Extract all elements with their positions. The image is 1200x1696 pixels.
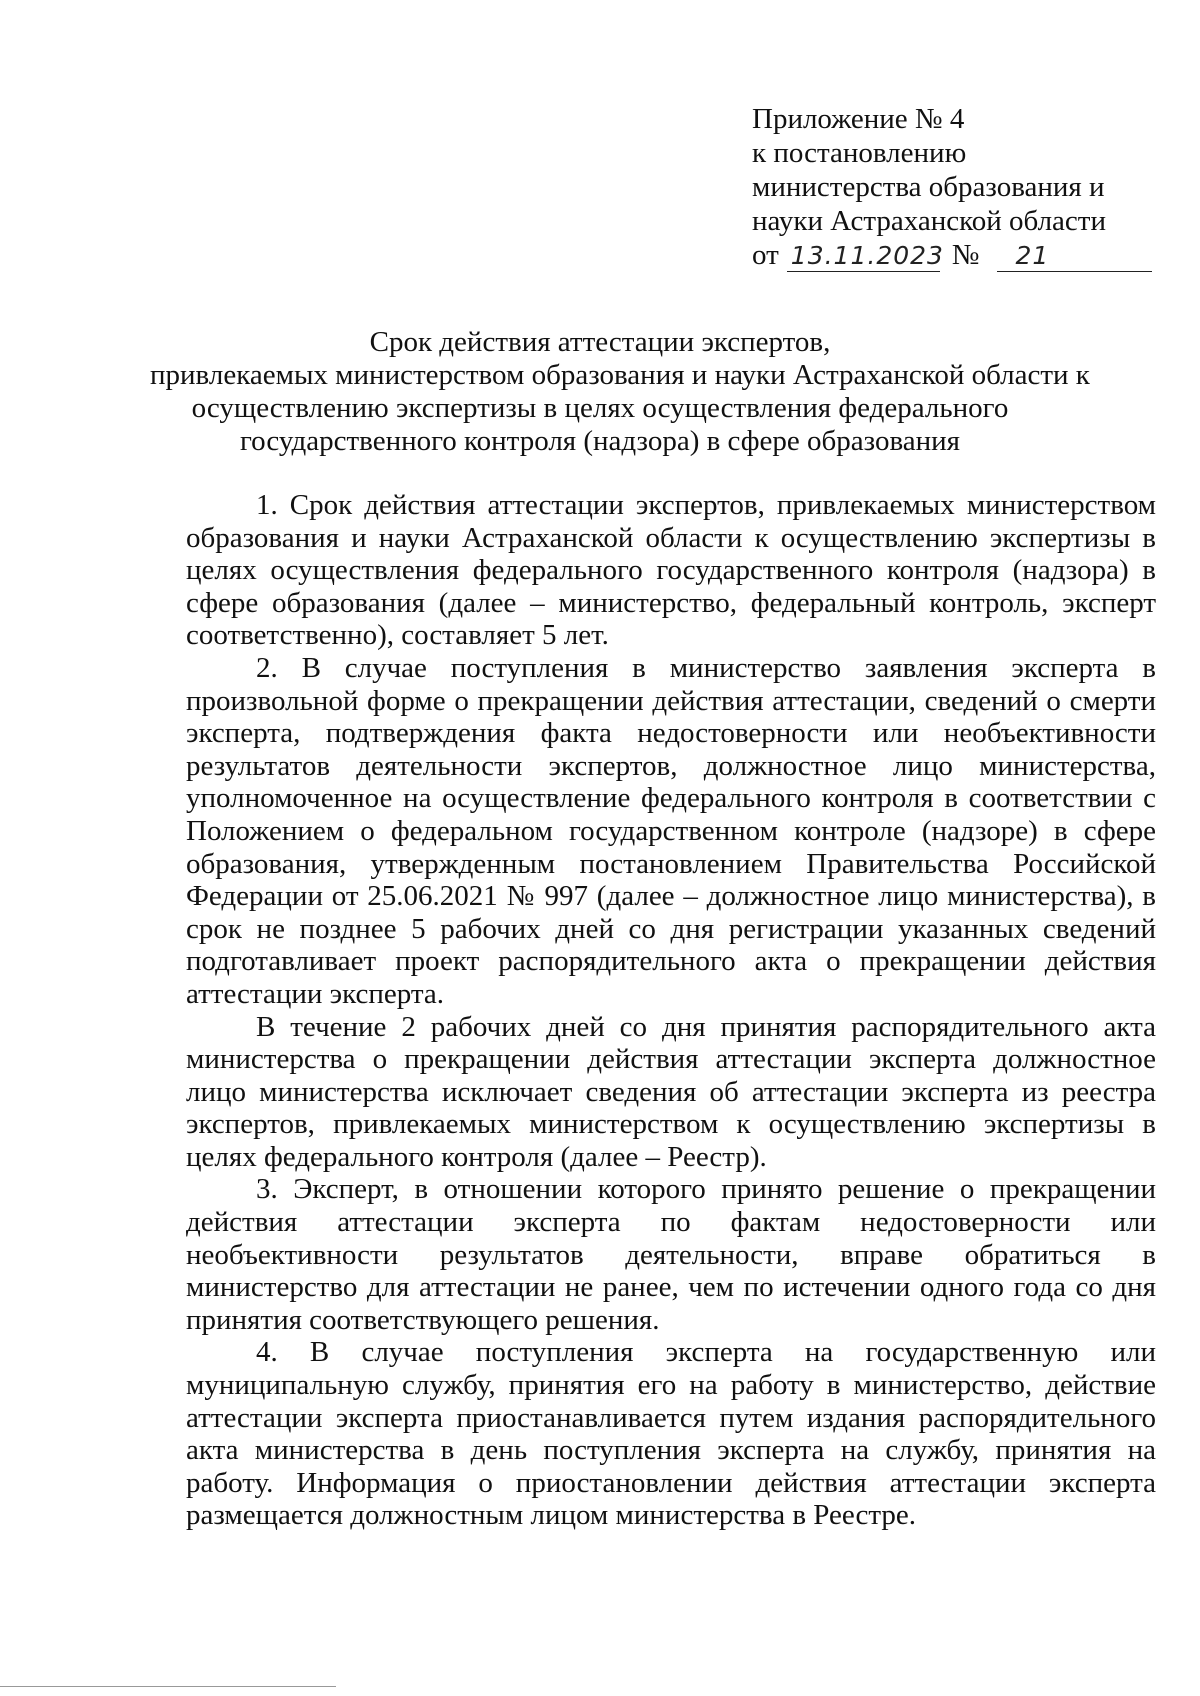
appendix-line-2: к постановлению <box>752 137 967 169</box>
title-line-4: государственного контроля (надзора) в сфере образования <box>239 425 961 457</box>
number-sign: № <box>951 239 980 271</box>
appendix-date-line <box>752 238 1152 272</box>
date-prefix: от <box>752 239 779 271</box>
handwritten-number: 21 <box>997 241 1152 272</box>
paragraph-5: 4. В случае поступления эксперта на государственную или муниципальную службу, принятия его на работу в министерство, действие аттестации эксперта приостанавливается путем издания распорядительного акта министерства в день поступления эксперта на службу, принятия на работу. Информация о приостановлении действия аттестации эксперта размещается должностным лицом министерства в Реестре. <box>186 1336 1156 1532</box>
document-title <box>150 326 1090 458</box>
handwritten-date: 13.11.2023 <box>787 241 940 272</box>
appendix-line-3: министерства образования и <box>752 171 1105 203</box>
appendix-header <box>752 102 1152 272</box>
title-line-1: Срок действия аттестации экспертов, <box>369 326 831 358</box>
appendix-line-4: науки Астраханской области <box>752 205 1106 237</box>
paragraph-3: В течение 2 рабочих дней со дня принятия распорядительного акта министерства о прекращении действия аттестации эксперта должностное лицо министерства исключает сведения об аттестации эксперта из реестра экспертов, привлекаемых министерством к осуществлению экспертизы в целях федерального контроля (далее – Реестр). <box>186 1010 1156 1173</box>
document-body <box>186 489 1156 1532</box>
title-line-2: привлекаемых министерством образования и науки Астраханской области к <box>150 359 1090 391</box>
appendix-line-1: Приложение № 4 <box>752 103 965 135</box>
title-line-3: осуществлению экспертизы в целях осуществления федерального <box>191 392 1009 424</box>
paragraph-1: 1. Срок действия аттестации экспертов, привлекаемых министерством образования и науки Астраханской области к осуществлению экспертизы в целях осуществления федерального государственного контроля (надзора) в сфере образования (далее – министерство, федеральный контроль, эксперт соответственно), составляет 5 лет. <box>186 489 1156 652</box>
paragraph-4: 3. Эксперт, в отношении которого принято решение о прекращении действия аттестации эксперта по фактам недостоверности или необъективности результатов деятельности, вправе обратиться в министерство для аттестации не ранее, чем по истечении одного года со дня принятия соответствующего решения. <box>186 1173 1156 1336</box>
footer-rule <box>0 1686 336 1687</box>
paragraph-2: 2. В случае поступления в министерство заявления эксперта в произвольной форме о прекращении действия аттестации, сведений о смерти эксперта, подтверждения факта недостоверности или необъективности результатов деятельности экспертов, должностное лицо министерства, уполномоченное на осуществление федерального контроля в соответствии с Положением о федеральном государственном контроле (надзоре) в сфере образования, утвержденным постановлением Правительства Российской Федерации от 25.06.2021 № 997 (далее – должностное лицо министерства), в срок не позднее 5 рабочих дней со дня регистрации указанных сведений подготавливает проект распорядительного акта о прекращении действия аттестации эксперта. <box>186 651 1156 1010</box>
